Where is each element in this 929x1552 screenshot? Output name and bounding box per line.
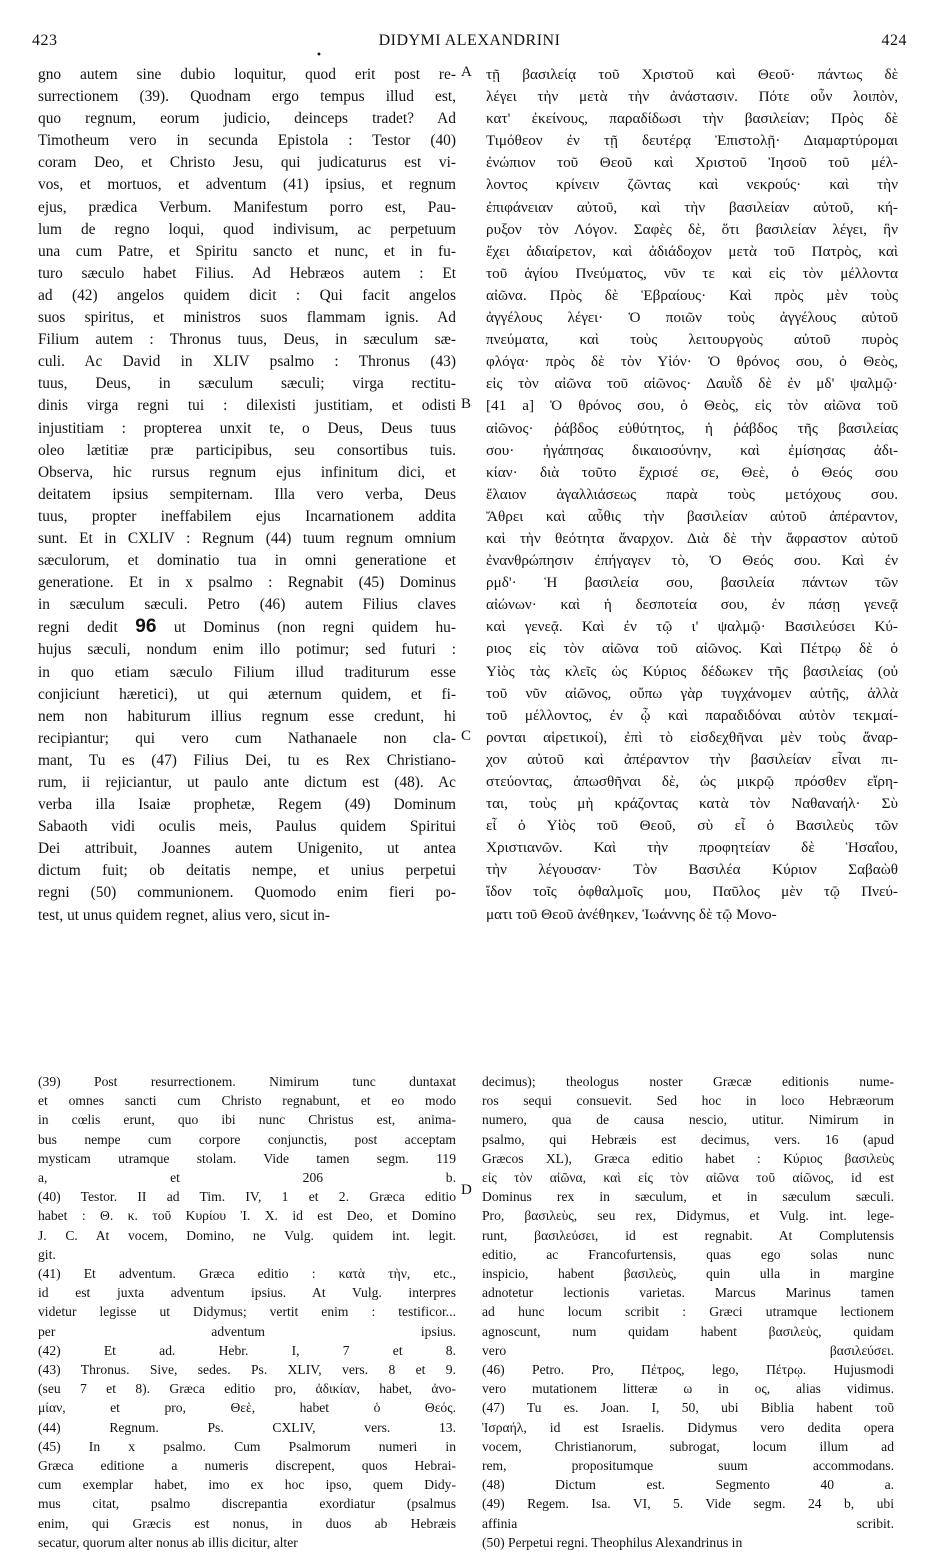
footnote-line: id est juxta adventum ipsius. At Vulg. interpres [38, 1285, 456, 1301]
greek-line: ἐνανθρώπησιν ἐπήγαγεν τὸ, Ὁ Θεός σου. Καὶ ἐν [486, 552, 898, 570]
footnote-line: mysticam utramque stolam. Vide tamen segm. 119 [38, 1150, 456, 1166]
footnote-line: bus nempe cum corpore conjunctis, post acceptam [38, 1131, 456, 1147]
latin-line: Observa, hic rursus regnum ejus infinitum dici, et [38, 463, 456, 481]
greek-line: ρμδ'· Ἡ βασιλεία σου, βασιλεία πάντων τῶν [486, 574, 898, 592]
greek-line: τοῦ ἁγίου Πνεύματος, νῦν τε καὶ εἰς τὸν μέλλοντα [486, 264, 898, 282]
latin-line: ad (42) angelos quidem dicit : Qui facit angelos [38, 286, 456, 304]
latin-line: Filium autem : Thronus tuus, Deus, in sæculum sæ- [38, 331, 456, 349]
footnote-line: (seu 7 et 8). Græca editio pro, ἀδικίαν, habet, ἀνο- [38, 1381, 456, 1397]
latin-line: sunt. Et in CXLIV : Regnum (44) tuum regnum omnium [38, 529, 456, 547]
latin-line: Dei attribuit, Joannes autem Unigenito, ut antea [38, 840, 456, 858]
latin-line: injustitiam : propterea unxit te, o Deus, Deus tuus [38, 419, 456, 437]
footnote-line: ad hunc locum scribit : Græci utramque lectionem [482, 1304, 894, 1320]
footnote-line: μίαν, et pro, Θεὲ, habet ὁ Θεός. [38, 1400, 456, 1416]
greek-line: καὶ τὴν θεότητα ἄναρχον. Διὰ δὲ τὴν ἄφραστον αὐτοῦ [486, 529, 898, 547]
footnote-line: (39) Post resurrectionem. Nimirum tunc duntaxat [38, 1074, 456, 1089]
greek-line: εἶ ὁ Υἱὸς τοῦ Θεοῦ, σὺ εἶ ὁ Βασιλεὺς τῶν [486, 817, 898, 835]
greek-line: χον αὐτοῦ καὶ ἀπέραντον τὴν βασιλείαν εἶναι πι- [486, 750, 898, 768]
footnote-line: Ἰσραήλ, id est Israelis. Didymus vero dedita opera [482, 1419, 894, 1435]
footnote-line: decimus); theologus noster Græcæ editionis nume- [482, 1074, 894, 1089]
page-number-right: 424 [881, 32, 907, 49]
footnote-line: J. C. At vocem, Domino, ne Vulg. quidem int. legit. [38, 1227, 456, 1243]
latin-line: regni (50) communionem. Quomodo enim fieri po- [38, 884, 456, 902]
latin-line: sæculorum, et dominatio tua in omni generatione et [38, 552, 456, 570]
footnote-line: (47) Tu es. Joan. I, 50, ubi Biblia habent τοῦ [482, 1400, 894, 1416]
greek-line: σου· ἠγάπησας δικαιοσύνην, καὶ ἐμίσησας ἀδι- [486, 441, 898, 459]
footnote-line: inspicio, habent βασιλεὺς, quin ulla in margine [482, 1266, 894, 1282]
latin-line: tuus, Deus, in sæculum sæculi; virga rectitu- [38, 375, 456, 393]
greek-line: τῇ βασιλείᾳ τοῦ Χριστοῦ καὶ Θεοῦ· πάντως δὲ [486, 66, 898, 83]
greek-text-column [486, 64, 898, 926]
latin-line: test, ut unus quidem regnet, alius vero, sicut in- [38, 906, 330, 924]
footnote-line: a, et 206 b. [38, 1170, 456, 1186]
greek-line: κατ' ἐκείνους, παραδίδωσι τὴν βασιλείαν; Πρὸς δὲ [486, 110, 898, 128]
latin-text-column [38, 64, 456, 927]
page-number-left: 423 [32, 32, 58, 49]
footnote-line: (42) Et ad. Hebr. I, 7 et 8. [38, 1342, 456, 1358]
greek-line: κίαν· διὰ τοῦτο ἔχρισέ σε, Θεὲ, ὁ Θεός σου [486, 463, 898, 481]
footnote-line: ros sequi consuevit. Sed hoc in loco Hebræorum [482, 1093, 894, 1109]
greek-line: τοῦ μέλλοντος, ἐν ᾧ καὶ παραδιδόναι αὐτὸν τεκμαί- [486, 706, 898, 724]
greek-line: εἰς τὸν αἰῶνα τοῦ αἰῶνος· Δαυῒδ δὲ ἐν μδ' ψαλμῷ· [486, 375, 898, 393]
greek-line: ριος εἰς τὸν αἰῶνα τοῦ αἰῶνος. Καὶ Πέτρῳ δὲ ὁ [486, 640, 898, 658]
latin-line: coram Deo, et Christo Jesu, qui judicaturus est vi- [38, 154, 456, 172]
footnote-line: affinia scribit. [482, 1515, 894, 1531]
greek-line: ἔλαιον ἀγαλλιάσεως παρὰ τοὺς μετόχους σου. [486, 485, 898, 503]
footnote-line: (48) Dictum est. Segmento 40 a. [482, 1477, 894, 1493]
footnote-line: vero mutationem litteræ ω in ος, alias vidimus. [482, 1381, 894, 1397]
latin-line: rum, ii rejiciantur, ut paulo ante dictum est (48). Ac [38, 774, 456, 791]
section-marker-c: C [461, 728, 472, 744]
greek-line: φλόγα· πρὸς δὲ τὸν Υἱόν· Ὁ θρόνος σου, ὁ Θεὸς, [486, 353, 898, 371]
running-header [32, 32, 907, 54]
footnote-line: runt, βασιλεύσει, id est regnabit. At Complutensis [482, 1227, 894, 1243]
footnotes-right-column [482, 1072, 894, 1552]
latin-line: mant, Tu es (47) Filius Dei, tu es Rex Christiano- [38, 751, 456, 769]
greek-line: Ἄθρει καὶ αὖθις τὴν βασιλείαν αὐτοῦ ἀπέραντον, [486, 507, 898, 525]
latin-line: dinis virga regni tui : dilexisti justitiam, et odisti [38, 397, 456, 415]
latin-line: in sæculum sæculi. Petro (46) autem Filius claves [38, 596, 456, 614]
footnote-line: numero, qua de causa nescio, utitur. Nimirum in [482, 1112, 894, 1128]
greek-line: ἴδον τοῖς ὀφθαλμοῖς μου, Παῦλος μὲν τῷ Πνεύ- [486, 883, 898, 901]
text-fragment: regni dedit [38, 619, 136, 637]
footnote-line: εἰς τὸν αἰῶνα, καὶ εἰς τὸν αἰῶνα τοῦ αἰῶνος, id est [482, 1170, 894, 1186]
footnote-line: mus citat, psalmo discrepantia exordiatur (psalmus [38, 1496, 456, 1512]
greek-line: τὴν λέγουσαν· Τὸν Βασιλέα Κύριον Σαβαὼθ [486, 861, 898, 879]
footnote-line: Græcos XL), Græca editio habet : Κύριος βασιλεὺς [482, 1150, 894, 1166]
latin-line: hujus sæculi, nondum enim illo potimur; sed futuri : [38, 641, 456, 659]
latin-line: verba illa Isaiæ prophetæ, Regem (49) Dominum [38, 796, 456, 814]
footnote-line: (43) Thronus. Sive, sedes. Ps. XLIV, vers. 8 et 9. [38, 1362, 456, 1378]
latin-line: oleo lætitiæ præ participibus, seu consortibus tuis. [38, 441, 456, 459]
greek-line: Χριστιανῶν. Καὶ τὴν προφητείαν δὲ Ἡσαΐου, [486, 839, 898, 857]
latin-line: deitatem ipsius sempiternam. Illa vero verba, Deus [38, 485, 456, 503]
footnote-line: vero βασιλεύσει. [482, 1342, 894, 1358]
footnote-line: secatur, quorum alter nonus ab illis dicitur, alter [38, 1534, 298, 1550]
footnote-line: (45) In x psalmo. Cum Psalmorum numeri in [38, 1438, 456, 1454]
latin-line: nem non habiturum illius regnum esse credunt, hi [38, 707, 456, 725]
latin-line: ejus, prædica Verbum. Manifestum porro est, Pau- [38, 198, 456, 216]
greek-line: αἰώνων· καὶ ἡ δεσποτεία σου, ἐν πάσῃ γενεᾷ [486, 596, 898, 614]
latin-line: recipiantur; qui vero cum Nathanaele non cla- [38, 729, 456, 747]
footnote-line: editio, ac Francofurtensis, quas ego solas nunc [482, 1246, 894, 1262]
footnote-line: enim, qui Græcis est nonus, in duos ab Hebræis [38, 1515, 456, 1531]
footnote-line: agnoscunt, num quidam habent βασιλεὺς, quidam [482, 1323, 894, 1339]
latin-line: Timotheum vero in secunda Epistola : Testor (40) [38, 132, 456, 150]
latin-line: in quo etiam sæculo Filium illud traditurum esse [38, 663, 456, 681]
greek-line: ἀγγέλους λέγει· Ὁ ποιῶν τοὺς ἀγγέλους αὐτοῦ [486, 309, 898, 327]
footnote-line: (44) Regnum. Ps. CXLIV, vers. 13. [38, 1419, 456, 1435]
greek-line: λέγει τὴν μετὰ τὴν ἀνάστασιν. Πότε οὖν λοιπὸν, [486, 88, 898, 106]
footnote-line: cum exemplar habet, imo ex hoc ipso, quem Didy- [38, 1477, 456, 1493]
text-fragment: ut Dominus (non regni quidem hu- [156, 619, 456, 637]
footnotes-left-column [38, 1072, 456, 1552]
latin-line: una cum Patre, et Spiritu sancto et nunc, et in fu- [38, 242, 456, 260]
greek-line: ἔχει ἀδιαίρετον, καὶ ἀδιάδοχον μετὰ τοῦ Πατρὸς, καὶ [486, 242, 898, 260]
footnote-line: rem, propositumque suum accommodans. [482, 1458, 894, 1474]
footnote-line: per adventum ipsius. [38, 1323, 456, 1339]
footnote-line: (41) Et adventum. Græca editio : κατὰ τὴν, etc., [38, 1266, 456, 1282]
header-dot: • [316, 50, 322, 61]
latin-line: gno autem sine dubio loquitur, quod erit post re- [38, 66, 456, 83]
latin-line: surrectionem (39). Quodnam ergo tempus illud est, [38, 88, 456, 106]
latin-line: tuus, propter ineffabilem ejus Incarnationem addita [38, 507, 456, 525]
footnote-line: vocem, Christianorum, subrogat, locum illum ad [482, 1438, 894, 1454]
greek-line: ρυξον τὸν Λόγον. Σαφὲς δὲ, ὅτι βασιλείαν λέγει, ἣν [486, 220, 898, 238]
footnote-line: psalmo, qui Hebræis est decimus, vers. 16 (apud [482, 1131, 894, 1147]
latin-line [38, 616, 456, 639]
footnote-line: Dominus rex in sæculum, et in sæculum sæculi. [482, 1189, 894, 1205]
greek-line: [41 a] Ὁ θρόνος σου, ὁ Θεὸς, εἰς τὸν αἰῶνα τοῦ [486, 397, 898, 415]
running-title: DIDYMI ALEXANDRINI [378, 32, 561, 49]
greek-line: αἰῶνα. Πρὸς δὲ Ἑβραίους· Καὶ πρὸς μὲν τοὺς [486, 286, 898, 304]
footnote-line: et omnes sancti cum Christo regnabunt, et eo modo [38, 1093, 456, 1109]
latin-line: quo regnum, eorum judicio, deinceps tradet? Ad [38, 110, 456, 128]
footnote-line: git. [38, 1246, 56, 1262]
section-marker-b: B [461, 396, 472, 412]
latin-line: dictum fuit; ob deitatis nempe, et unius perpetui [38, 862, 456, 880]
greek-line: ἐνώπιον τοῦ Θεοῦ καὶ Χριστοῦ Ἰησοῦ τοῦ μέλ- [486, 154, 898, 172]
greek-line: ματι τοῦ Θεοῦ ἀνέθηκεν, Ἰωάννης δὲ τῷ Μονο- [486, 905, 777, 923]
latin-line: lum de regno loqui, quod indivisum, ac perpetuum [38, 220, 456, 238]
segment-number: 96 [135, 616, 157, 638]
footnote-line: (46) Petro. Pro, Πέτρος, lego, Πέτρῳ. Hujusmodi [482, 1362, 894, 1378]
greek-line: τοῦ νῦν αἰῶνος, οὔπω γὰρ τυγχάνομεν αὐτῆς, ἀλλὰ [486, 684, 898, 702]
greek-line: λοντος κρίνειν ζῶντας καὶ νεκρούς· καὶ τὴν [486, 176, 898, 194]
greek-line: Υἱὸς τὰς κλεῖς ὡς Κύριος δέδωκεν τῆς βασιλείας (οὐ [486, 662, 898, 680]
greek-line: ται, τοὺς μὴ κράζοντας κατὰ τὸν Ναθαναήλ· Σὺ [486, 795, 898, 813]
greek-line: στεύοντας, ἀπωσθῆναι δὲ, ὡς μικρῷ πρόσθεν εἴρη- [486, 773, 898, 790]
footnote-line: habet : Θ. κ. τοῦ Κυρίου Ἰ. Χ. id est Deo, et Domino [38, 1208, 456, 1224]
footnote-line: (49) Regem. Isa. VI, 5. Vide segm. 24 b, ubi [482, 1496, 894, 1512]
latin-line: vos, et mortuos, et adventum (41) ipsius, et regnum [38, 176, 456, 194]
footnote-line: in cœlis erunt, quo ibi nunc Christus est, anima- [38, 1112, 456, 1128]
footnote-line: (40) Testor. II ad Tim. IV, 1 et 2. Græca editio [38, 1189, 456, 1205]
latin-line: turo sæculo habet Filius. Ad Hebræos autem : Et [38, 264, 456, 282]
section-marker-a: A [461, 64, 472, 80]
greek-line: καὶ γενεᾷ. Καὶ ἐν τῷ ι' ψαλμῷ· Βασιλεύσει Κύ- [486, 618, 898, 636]
footnote-line: (50) Perpetui regni. Theophilus Alexandrinus in [482, 1534, 743, 1550]
greek-line: αἰῶνος· ῥάβδος εὐθύτητος, ἡ ῥάβδος τῆς βασιλείας [486, 419, 898, 437]
greek-line: Τιμόθεον ἐν τῇ δευτέρᾳ Ἐπιστολῇ· Διαμαρτύρομαι [486, 132, 898, 150]
footnote-line: adnotetur lectionis varietas. Marcus Marinus tamen [482, 1285, 894, 1301]
footnote-line: videtur legisse ut Didymus; vertit enim : testificor... [38, 1304, 456, 1320]
greek-line: πνεύματα, καὶ τοὺς λειτουργοὺς αὐτοῦ πυρὸς [486, 331, 898, 349]
greek-line: ἐπιφάνειαν αὐτοῦ, καὶ τὴν βασιλείαν αὐτοῦ, κή- [486, 198, 898, 216]
section-marker-d: D [461, 1182, 472, 1198]
latin-line: generatione. Et in x psalmo : Regnabit (45) Dominus [38, 574, 456, 592]
greek-line: ρονται αἱρετικοί), ἐπὶ τὸ εἰσδεχθῆναι μὲν τοὺς ἄναρ- [486, 728, 898, 746]
footnote-line: Græca editione a numeris discrepent, quos Hebrai- [38, 1458, 456, 1474]
latin-line: conjiciunt hæretici), ut qui æternum quidem, et fi- [38, 685, 456, 703]
latin-line: Sabaoth vidi oculis meis, Paulus quidem Spiritui [38, 818, 456, 836]
latin-line: suos spiritus, et ministros suos flammam ignis. Ad [38, 309, 456, 327]
latin-line: culi. Ac David in XLIV psalmo : Thronus (43) [38, 353, 456, 371]
footnote-line: Pro, βασιλεὺς, seu rex, Didymus, et Vulg. int. lege- [482, 1208, 894, 1224]
